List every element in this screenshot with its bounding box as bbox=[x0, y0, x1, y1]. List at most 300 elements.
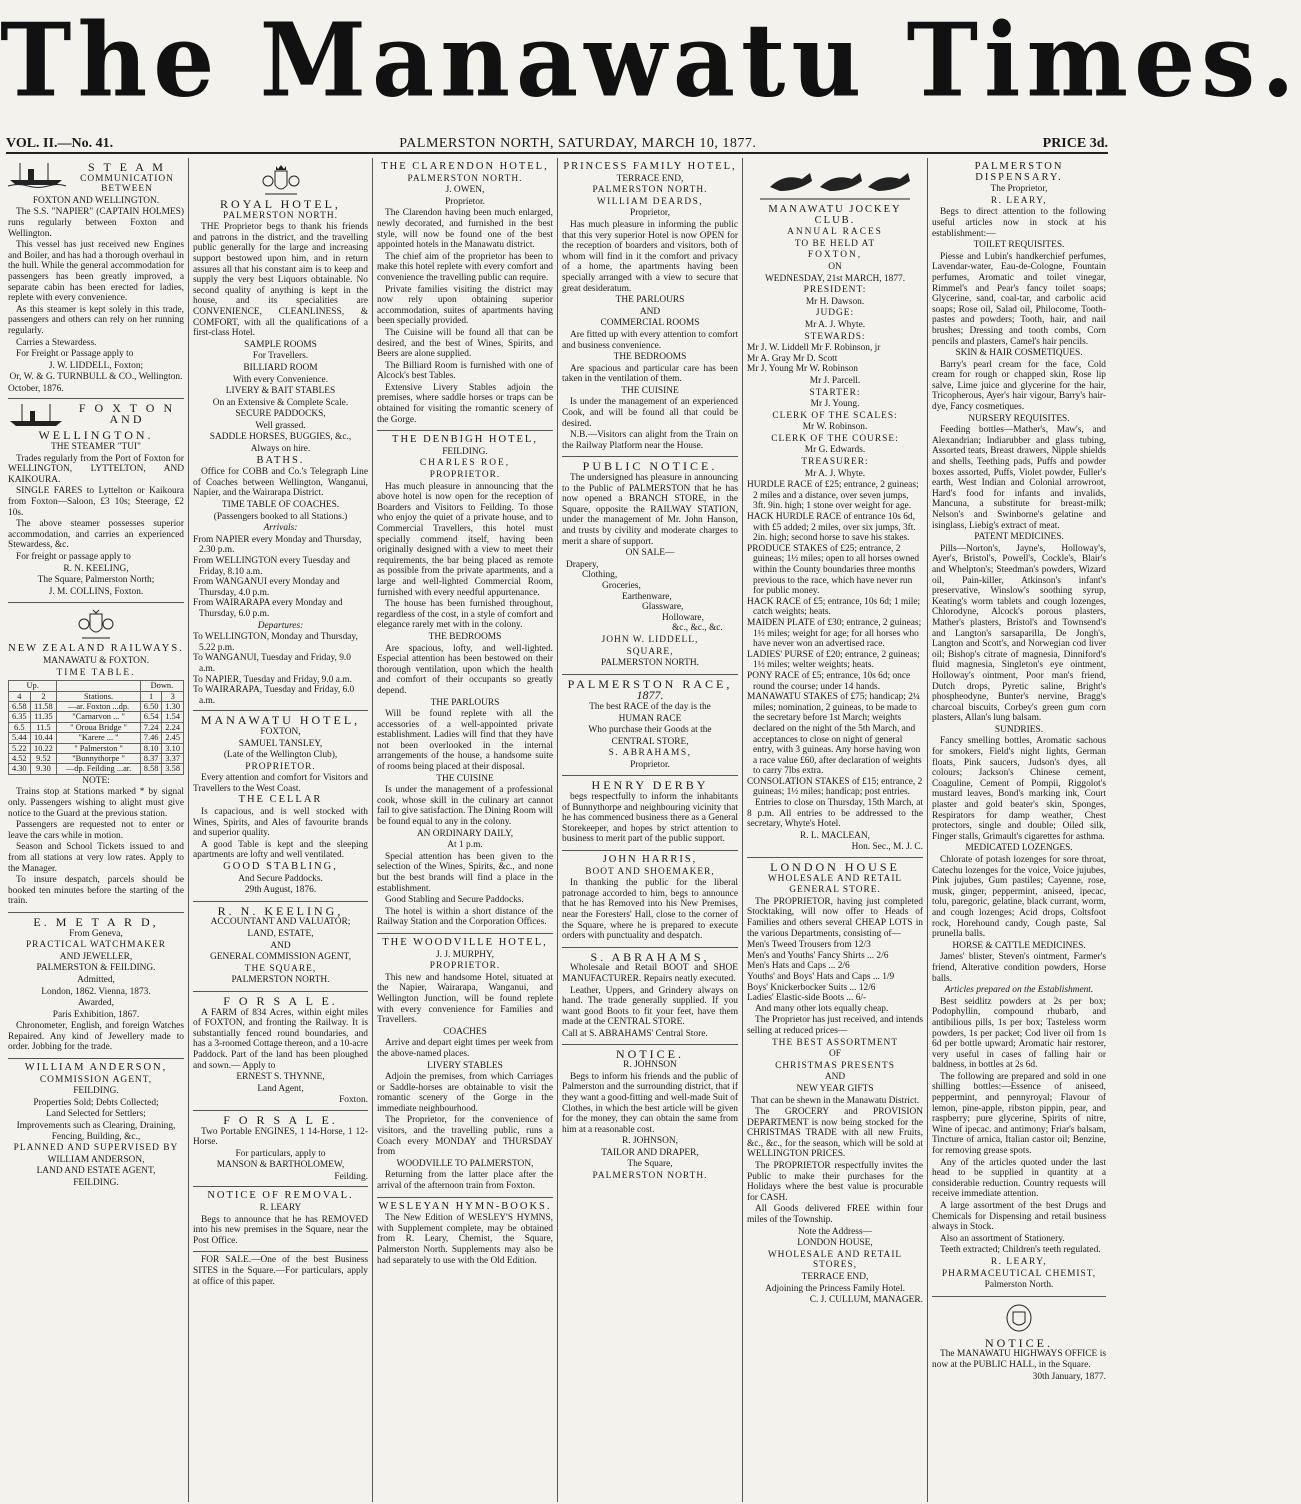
jc-course: CLERK OF THE COURSE: bbox=[771, 433, 899, 444]
sundries-p: Fancy smelling bottles, Aromatic sachous for smokers, Field's night lights, German floats, Pink saucers, Judson's dyes, all colours; Jackson's Chinese cement, Coaguline, Cement of Pompii, Riggolot's mustard leaves, Bond's marking ink, Court plaster and gold beater's skin, Sponges, Respirators for damp weather, Chest protectors, single and double; Oiled silk, Finger stalls, Grimault's cigarettes for asthma. bbox=[932, 736, 1106, 842]
column-4 bbox=[558, 158, 743, 1502]
table-row: 6.5 11.5 " Oroua Bridge " 7.24 2.24 bbox=[9, 722, 184, 732]
notice-p: The MANAWATU HIGHWAYS OFFICE is now at the PUBLIC HALL, in the Square. bbox=[932, 1349, 1106, 1370]
lh-addr: Note the Address— bbox=[798, 1226, 872, 1237]
list-item: PONY RACE of £5; entrance, 10s 6d; once round the course; under 14 hands. bbox=[747, 670, 911, 692]
list-item: Ladies' Elastic-side Boots ... 6/- bbox=[747, 993, 867, 1004]
pn-sq: SQUARE, bbox=[626, 646, 674, 657]
royal-title: ROYAL HOTEL, bbox=[220, 197, 341, 211]
pd-sig: R. LEARY, bbox=[990, 1256, 1048, 1267]
pr-cuis: THE CUISINE bbox=[621, 385, 679, 396]
rail-h: Stations. bbox=[57, 691, 141, 701]
keeling-name: R. N. KEELING, bbox=[217, 903, 344, 918]
pr-cuis-p: Is under the management of an experienced Cook, and will be found all that could be desired. bbox=[562, 397, 738, 429]
list-item: Groceries, bbox=[602, 580, 641, 591]
royal-l2b: With every Convenience. bbox=[232, 374, 329, 385]
lh-p2: The Proprietor has just received, and intends selling at reduced prices— bbox=[747, 1015, 923, 1036]
lh-xmas: CHRISTMAS PRESENTS bbox=[775, 1060, 895, 1071]
skin-heading: SKIN & HAIR COSMETIQUES. bbox=[955, 348, 1083, 359]
removal-p: Begs to announce that he has REMOVED into his new premises in the Square, near the Post Office. bbox=[193, 1214, 368, 1246]
list-item: From WELLINGTON every Tuesday and Friday, 8.10 a.m. bbox=[193, 556, 350, 577]
lozenges-heading: MEDICATED LOZENGES. bbox=[965, 843, 1073, 854]
clar-place: PALMERSTON NORTH. bbox=[407, 173, 523, 184]
den-prop: PROPRIETOR. bbox=[429, 470, 501, 481]
hymn-p: The New Edition of WESLEY'S HYMNS, with Supplement complete, may be obtained from R. Leary, Chemist, the Square, Palmerston North. Supplements may also be had separately to use with the Old Edition. bbox=[377, 1213, 553, 1266]
rail-timetable-title: TIME TABLE. bbox=[56, 667, 136, 678]
pr-nb: N.B.—Visitors can alight from the Train on the Railway Platform near the House. bbox=[562, 430, 738, 451]
list-item: From NAPIER every Monday and Thursday, 2.30 p.m. bbox=[193, 534, 362, 556]
column-3 bbox=[373, 158, 558, 1502]
estab-p5: Also an assortment of Stationery. bbox=[940, 1233, 1065, 1244]
den-name: CHARLES ROE, bbox=[419, 458, 511, 469]
list-item: From WAIRARAPA every Monday and Thursday, 6.0 p.m. bbox=[193, 598, 343, 619]
den-p2: The house has been furnished throughout, regardless of the cost, in a style of comfort and elegance rarely met with in the colony. bbox=[377, 599, 553, 631]
abr-title: S. ABRAHAMS, bbox=[590, 949, 710, 964]
lh-p3: That can be shewn in the Manawatu District. bbox=[750, 1095, 920, 1106]
lh-addr4: TERRACE END, bbox=[801, 1272, 869, 1282]
jc-pres-n: Mr H. Dawson. bbox=[805, 296, 865, 307]
abrahams-advert bbox=[562, 948, 738, 1045]
pr-p1: Has much pleasure in informing the public that this very superior Hotel is now OPEN for the reception of boarders and visitors, both of whom will find in it the comfort and privacy of a home, the apartments having been specially arranged with a view to secure that great desideratum. bbox=[562, 219, 738, 294]
jc-scales-n: Mr W. Robinson. bbox=[802, 422, 868, 433]
metard-advert bbox=[8, 913, 184, 1059]
metard-a1: Admitted, bbox=[77, 974, 115, 985]
keeling-t3: AND bbox=[270, 940, 291, 951]
list-item: HACK RACE of £5; entrance, 10s 6d; 1 mile; catch weights; heats. bbox=[747, 596, 921, 618]
list-item: CONSOLATION STAKES of £15; entrance, 2 guineas; 1½ miles; handicap; post entries. bbox=[747, 776, 923, 798]
rail-down: Down. bbox=[140, 681, 183, 691]
jc-entries: Entries to close on Thursday, 15th March, at 8 p.m. All entries to be addressed to the secretary, Whyte's Hotel. bbox=[747, 798, 923, 830]
jc-stew: STEWARDS: bbox=[804, 331, 866, 342]
columns bbox=[4, 158, 1110, 1502]
pd-sig3: Palmerston North. bbox=[984, 1280, 1054, 1291]
london-house-advert bbox=[747, 858, 923, 1310]
manawatu-hotel-advert bbox=[193, 711, 368, 902]
metard-a3: Awarded, bbox=[78, 998, 114, 1009]
anderson-l7: FEILDING. bbox=[73, 1178, 119, 1188]
table-row: 4.52 9.52 "Bunnythorpe " 8.37 3.37 bbox=[9, 754, 184, 764]
rail-note-heading: NOTE: bbox=[82, 775, 110, 786]
lh-p6: All Goods delivered FREE within four miles of the Township. bbox=[747, 1204, 923, 1226]
rail-note4: To insure despatch, parcels should be booked ten minutes before the starting of the train. bbox=[8, 875, 184, 907]
list-item: Mr J. Young Mr W. Robinson bbox=[747, 364, 858, 375]
coach-tt: TIME TABLE OF COACHES. bbox=[221, 500, 340, 511]
royal-l2: BILLIARD ROOM bbox=[243, 362, 318, 373]
departures-heading: Departures: bbox=[257, 620, 304, 631]
race-p2: HUMAN RACE bbox=[618, 713, 682, 724]
tui-agent2: The Square, Palmerston North; bbox=[37, 575, 155, 586]
rail-h: 4 bbox=[9, 691, 31, 701]
derby-advert bbox=[562, 776, 738, 851]
not-sig3: The Square, bbox=[627, 1159, 673, 1170]
royal-crest-icon bbox=[261, 163, 301, 197]
keeling-t4: GENERAL COMMISSION AGENT, bbox=[210, 952, 351, 963]
steamship-icon bbox=[8, 161, 66, 187]
lh-sub2: GENERAL STORE. bbox=[789, 885, 881, 896]
anderson-name: WILLIAM ANDERSON, bbox=[24, 1062, 168, 1074]
pr-name: WILLIAM DEARDS, bbox=[596, 196, 704, 207]
royal-p1: THE Proprietor begs to thank his friends and patrons in the district, and the travelling public generally for the large and increasing support bestowed upon him, and in return assures all that his constant aim is to keep and supply the very best Liquors obtainable. No second quality of anything is kept in the house, and its specialities are CONVENIENCE, CLEANLINESS, & COMFORT, with all the qualifications of a first-class Hotel. bbox=[193, 222, 368, 339]
mh-place: FOXTON, bbox=[260, 726, 301, 737]
table-row: 4.30 9.30 —dp. Feilding ...ar. 8.58 3.58 bbox=[9, 764, 184, 774]
price: PRICE 3d. bbox=[1042, 136, 1108, 151]
lh-addr5: Adjoining the Princess Family Hotel. bbox=[765, 1283, 905, 1294]
lh-ny: NEW YEAR GIFTS bbox=[796, 1083, 874, 1094]
cellar-p: Is capacious, and is well stocked with Wines, Spirits, and Ales of favourite brands and superior quality. bbox=[193, 807, 368, 839]
clar-p6: Extensive Livery Stables adjoin the premises, where saddle horses or traps can be obtained for visiting the romantic scenery of the Gorge. bbox=[377, 382, 553, 425]
harris-sub: BOOT AND SHOEMAKER, bbox=[585, 866, 715, 877]
anderson-l1: Properties Sold; Debts Collected; bbox=[33, 1097, 159, 1108]
pd-sig2: PHARMACEUTICAL CHEMIST, bbox=[941, 1268, 1097, 1279]
steam-p4: Carries a Stewardess. bbox=[16, 337, 97, 348]
jc-sig: R. L. MACLEAN, bbox=[799, 830, 871, 841]
site-sale-advert bbox=[193, 1252, 368, 1292]
den-cuis-p: Is under the management of a professional cook, whose skill in the culinary art cannot fail to give satisfaction. The Dining Room will be found equal to any in the colony. bbox=[377, 785, 553, 828]
cellar-heading: THE CELLAR bbox=[238, 794, 323, 806]
steam-sub: COMMUNICATION BETWEEN bbox=[80, 173, 174, 195]
steamship-icon bbox=[8, 402, 66, 428]
lh-p1: The PROPRIETOR, having just completed Stocktaking, will now offer to Heads of Families and others several CHEAP LOTS in the various Departments, consisting of— bbox=[747, 896, 923, 939]
arrivals-heading: Arrivals: bbox=[263, 523, 298, 534]
sale1-p: A FARM of 834 Acres, within eight miles of FOXTON, and fronting the Railway. It is substantially fenced round boundaries, and has a 3-roomed Cottage thereon, and a 10-acre Paddock. Part of the land has been ploughed and sown.— Apply to bbox=[193, 1007, 368, 1071]
pd-title: PALMERSTON DISPENSARY. bbox=[974, 161, 1064, 183]
steam-p5: For Freight or Passage apply to bbox=[16, 349, 134, 360]
tui-p3: The above steamer possesses superior accommodation, and carries an experienced Stewardess, &c. bbox=[8, 519, 184, 551]
clar-p4: The Cuisine will be found all that can be desired, and the best of Wines, Spirits, and Beers are alone supplied. bbox=[377, 327, 553, 360]
removal-advert bbox=[193, 1187, 368, 1252]
pr-and: AND bbox=[639, 306, 661, 317]
metard-t3: PALMERSTON & FEILDING. bbox=[36, 963, 156, 974]
toilet-heading: TOILET REQUISITES. bbox=[973, 240, 1065, 251]
sale1-title: F O R S A L E. bbox=[223, 993, 338, 1008]
list-item: Mr J. Parcell. bbox=[809, 375, 861, 386]
royal-l4: SECURE PADDOCKS, bbox=[235, 409, 326, 420]
list-item: &c., &c., &c. bbox=[672, 623, 723, 634]
anderson-l3: Improvements such as Clearing, Draining, Fencing, Building, &c., bbox=[16, 1121, 176, 1142]
jc-starter: STARTER: bbox=[809, 387, 861, 398]
harris-advert bbox=[562, 851, 738, 948]
race-p3: Who purchase their Goods at the bbox=[588, 725, 712, 736]
woodville-advert bbox=[377, 934, 553, 1198]
royal-l1: SAMPLE ROOMS bbox=[244, 339, 317, 350]
mh-p1: Every attention and comfort for Visitors and Travellers to the West Coast. bbox=[193, 773, 368, 794]
clarendon-advert bbox=[377, 158, 553, 431]
sale1-agent3: Foxton. bbox=[339, 1095, 368, 1106]
table-row: 6.58 11.58 —ar. Foxton ...dp. 6.50 1.30 bbox=[9, 701, 184, 711]
pd-p: Begs to direct attention to the following useful articles now in stock at his establishment:— bbox=[932, 207, 1106, 239]
notice-title: NOTICE. bbox=[985, 1335, 1053, 1350]
removal-name: R. LEARY bbox=[259, 1203, 302, 1214]
list-item: Men's Tweed Trousers from 12/3 bbox=[747, 940, 871, 951]
anderson-l5: WILLIAM ANDERSON, bbox=[47, 1154, 145, 1165]
list-item: Mr A. Gray Mr D. Scott bbox=[747, 353, 838, 364]
coach-p: Office for COBB and Co.'s Telegraph Line of Coaches between Wellington, Wanganui, Napier, and the Wairarapa District. bbox=[193, 467, 368, 499]
wood-prop: PROPRIETOR. bbox=[429, 961, 501, 972]
list-item: From WANGANUI every Monday and Thursday, 4.0 p.m. bbox=[193, 577, 340, 598]
list-item: Youths' and Boys' Hats and Caps ... 1/9 bbox=[747, 971, 895, 982]
keeling-t2: LAND, ESTATE, bbox=[247, 929, 314, 939]
lh-addr2: LONDON HOUSE, bbox=[797, 1238, 873, 1249]
hymn-advert bbox=[377, 1198, 553, 1272]
list-item: Glassware, bbox=[642, 602, 684, 613]
rail-note3: Season and School Tickets issued to and from all stations at very low rates. Apply to the Manager. bbox=[8, 842, 184, 874]
pn-p: The undersigned has pleasure in announcing to the Public of PALMERSTON that he has now opened a BRANCH STORE, in the Square, opposite the RAILWAY STATION, under the management of Mr. John Hanson, and trusts by civility and moderate charges to merit a share of support. bbox=[562, 473, 738, 547]
sale2-p: Two Portable ENGINES, 1 14-Horse, 1 12-Horse. bbox=[193, 1126, 368, 1148]
den-cuis: THE CUISINE bbox=[436, 773, 494, 784]
table-row: 6.35 11.35 "Carnarvon ... " 6.54 1.54 bbox=[9, 712, 184, 722]
railway-advert bbox=[8, 603, 184, 913]
list-item: To NAPIER, Tuesday and Friday, 9.0 a.m. bbox=[193, 674, 352, 685]
rail-h: 2 bbox=[30, 691, 57, 701]
estab-p: Best seidlitz powders at 2s per box; Podophyllin, compound rhubarb, and antibilious pills, 1s per box; Tasteless worm powders, 1s per packet; Cod liver oil from 1s 6d per bottle upward; Aromatic hair restorer, very useful in cases of falling hair or baldness, in bottles at 2s 6d. bbox=[932, 996, 1106, 1071]
mh-date: 29th August, 1876. bbox=[244, 885, 317, 896]
den-ord: AN ORDINARY DAILY, bbox=[416, 828, 514, 839]
steam-title: S T E A M bbox=[88, 160, 166, 174]
not-sig: R. JOHNSON, bbox=[622, 1136, 678, 1147]
wood-name: J. J. MURPHY, bbox=[436, 949, 494, 960]
list-item: To WAIRARAPA, Tuesday and Friday, 6.0 a.m. bbox=[193, 685, 355, 706]
list-item: HURDLE RACE of £25; entrance, 2 guineas; 2 miles and a distance, over seven jumps, 3ft. 9in. high; 1 stone over weight for age. bbox=[747, 480, 919, 512]
race-p1: The best RACE of the day is the bbox=[589, 701, 711, 712]
volume-number: VOL. II.—No. 41. bbox=[6, 136, 114, 151]
anderson-l4: PLANNED AND SUPERVISED BY bbox=[13, 1143, 179, 1154]
skin-p: Barry's pearl cream for the face, Cold cream for rough or chapped skin, Rose lip salve, Lime juice and glycerine for the hair, Tricopherous, Ayer's hair vigour, Barry's hair-dye, Fancy cosmetiques. bbox=[932, 359, 1106, 413]
wood-p3: Returning from the latter place after the arrival of the afternoon train from Foxton. bbox=[377, 1170, 553, 1192]
den-bed: THE BEDROOMS bbox=[428, 631, 502, 642]
jc-title: MANAWATU JOCKEY CLUB. bbox=[768, 204, 902, 226]
list-item: Holloware, bbox=[662, 612, 704, 623]
den-title: THE DENBIGH HOTEL, bbox=[392, 434, 538, 446]
steam-advert bbox=[8, 158, 184, 399]
pn-sale: ON SALE— bbox=[625, 548, 675, 559]
pr-place: PALMERSTON NORTH. bbox=[592, 185, 708, 196]
royal-l4b: Well grassed. bbox=[255, 420, 306, 431]
removal-title: NOTICE OF REMOVAL. bbox=[207, 1190, 354, 1202]
estab-p2: The following are prepared and sold in one shilling bottles:—Essence of aniseed, peppermint, and pennyroyal; Flavour of lemon, pine-apple, ribston pippin, pear, and raspberry; pure glycerine, Spirits of nitre, Wine of ipecac. and antimony; Friar's balsam, Tincture of arnica, Italian castor oil; Benzine, for removing grease spots. bbox=[932, 1071, 1106, 1157]
clar-prop: Proprietor. bbox=[445, 196, 485, 207]
teeth-p: Teeth extracted; Children's teeth regulated. bbox=[940, 1245, 1101, 1256]
list-item: To WELLINGTON, Monday and Thursday, 5.22 p.m. bbox=[193, 632, 358, 653]
patent-p: Pills—Norton's, Jayne's, Holloway's, Ayer's, Bristol's, Powell's, Cockle's, Blair's and Whelpton's; Steedman's powders, Wizard oil, Pain-killer, Atkinson's infant's preservative, Winslow's soothing syrup, Keating's worm tablets and cough lozenges, Chlorodyne, Alcock's porous plasters, Mather's plasters, Bristol's and Townsend's and Langton's sarsaparilla, De Jongh's, Langton and Scott's, and Norwegian cod liver oil; Bishop's citrate of magnesia, Dinniford's fluid magnesia, Singleton's eye ointment, Holloway's ointment, Poor man's friend, Dutch drops, Pyretic saline, Bright's phospheodyne, Bunter's nervine, Bragg's charcoal biscuits, Corbey's green gum corn plasters, Allan's lung balsam. bbox=[932, 543, 1106, 724]
steam-agent2: Or, W. & G. TURNBULL & CO., Wellington. bbox=[9, 372, 183, 383]
table-row: 5.22 10.22 " Palmerston " 8.10 3.10 bbox=[9, 743, 184, 753]
sale1-agent2: Land Agent, bbox=[257, 1083, 304, 1094]
rail-timetable bbox=[8, 680, 184, 775]
list-item: HACK HURDLE RACE of entrance 10s 6d, with £5 added; 2 miles, over six jumps, 3ft. 2in. high; second horse to save his stakes. bbox=[747, 512, 916, 544]
race-prop: Proprietor. bbox=[630, 759, 670, 770]
pr-sub: TERRACE END, bbox=[616, 173, 684, 184]
nursery-p: Feeding bottles—Mather's, Maw's, and Alexandrian; Indiarubber and glass tubing, Assorted teats, Breast drawers, Nipple shields and shells, Teething pads, Puffs and powder boxes assorted, Puffs, Violet powder, Fuller's earth, West Indian and Colonial arrowroot, Hard's food for infants and invalids, Mancuna, a substitute for breast-milk; Nelson's and Swinborne's gelatine and isinglass, Liebig's extract of meat. bbox=[932, 425, 1106, 531]
jc-place: FOXTON, bbox=[807, 250, 863, 261]
list-item: MAIDEN PLATE of £30; entrance, 2 guineas; 1½ miles; weight for age; for all horses who have never won an advertised race. bbox=[747, 617, 922, 650]
pd-prop: The Proprietor, bbox=[990, 184, 1048, 195]
horse-heading: HORSE & CATTLE MEDICINES. bbox=[952, 940, 1086, 951]
rail-up: Up. bbox=[9, 681, 57, 691]
keeling-t5: THE SQUARE, bbox=[244, 963, 317, 974]
sale2-title: F O R S A L E. bbox=[223, 1112, 338, 1127]
wood-route: WOODVILLE TO PALMERSTON, bbox=[396, 1158, 534, 1169]
list-item: Drapery, bbox=[566, 559, 599, 570]
den-ord2: At 1 p.m. bbox=[447, 840, 483, 851]
tui-p4: For freight or passage apply to bbox=[16, 552, 131, 562]
royal-l5b: Always on hire. bbox=[250, 444, 311, 455]
jc-scales: CLERK OF THE SCALES: bbox=[772, 410, 898, 421]
list-item: Clothing, bbox=[582, 570, 618, 581]
clar-p3: Private families visiting the district may now rely upon obtaining superior accommodation, suites of apartments having been specially provided. bbox=[377, 284, 553, 327]
harris-p: In thanking the public for the liberal patronage accorded to him, begs to announce that he has Removed into his New Premises, near the Foresters' Hall, close to the corner of the Square, where he is prepared to execute orders with punctuality and despatch. bbox=[562, 878, 738, 942]
lozenges-p: Chlorate of potash lozenges for sore throat, Catechu lozenges for the voice, Voice jujubes, Pink jujubes, Gum pastiles; Cayenne, rose, musk, ginger, peppermint, aniseed, ipecac, tolu, paregoric, gelatine, black currant, worm, and cough lozenges; Acid drops, Coltsfoot rock, Horehound candy, Cough paste, Sal prunella balls. bbox=[932, 855, 1106, 940]
metard-t1: PRACTICAL WATCHMAKER bbox=[25, 940, 167, 951]
jockey-club-advert bbox=[747, 158, 923, 858]
anderson-t1: COMMISSION AGENT, bbox=[39, 1074, 153, 1085]
public-notice-advert bbox=[562, 457, 738, 674]
column-1 bbox=[4, 158, 189, 1502]
tui-head: THE STEAMER "TUI" bbox=[51, 442, 141, 453]
sale2-p2: For particulars, apply to bbox=[235, 1148, 326, 1159]
coach-tt2: (Passengers booked to all Stations.) bbox=[213, 511, 348, 522]
lh-p4: The GROCERY and PROVISION DEPARTMENT is now being stocked for the CHRISTMAS TRADE with all new Fruits, &c., &c., for the season, which will be sold at WELLINGTON PRICES. bbox=[747, 1107, 923, 1160]
sale3-p: FOR SALE.—One of the best Business SITES in the Square.—For particulars, apply at office of this paper. bbox=[193, 1255, 368, 1287]
metard-name: E. M E T A R D, bbox=[33, 914, 159, 929]
metard-p: Chronometer, English, and foreign Watches Repaired. Any kind of Jewellery made to order. Jobbing for the trade. bbox=[8, 1021, 184, 1053]
dispensary-advert bbox=[932, 158, 1106, 1297]
wood-title: THE WOODVILLE HOTEL, bbox=[382, 936, 548, 948]
jc-course-n: Mr G. Edwards. bbox=[804, 445, 866, 456]
list-item: Mr J. W. Liddell Mr F. Robinson, jr bbox=[747, 343, 881, 354]
den-p3: Special attention has been given to the selection of the Wines, Spirits, &c., and none but the best brands will find a place in the establishment. bbox=[377, 851, 553, 894]
toilet-p: Piesse and Lubin's handkerchief perfumes, Lavendar-water, Eau-de-Cologne, Fountain perfumes, Aromatic and toilet vinegar, Rimmel's and Pear's fancy toilet soaps; Glycerine, sand, coal-tar, and carbolic acid soaps; Rose oil, Salad oil, Philocome, Tooth-pastes and powders; Tooth, hair, and nail brushes; Dressing and tooth combs, Corn pencils and plasters, Camel's hair pencils. bbox=[932, 251, 1106, 347]
estab-p4: A large assortment of the best Drugs and Chemicals for Dispensing and retail business always in Stock. bbox=[932, 1201, 1106, 1233]
lh-sig: C. J. CULLUM, MANAGER. bbox=[809, 1295, 923, 1306]
rail-sub: MANAWATU & FOXTON. bbox=[42, 655, 150, 666]
stabling2: And Secure Paddocks. bbox=[238, 873, 323, 884]
jc-pres: PRESIDENT: bbox=[803, 285, 867, 296]
not-p: Begs to inform his friends and the public of Palmerston and the surrounding district, that if they want a good-fitting and well-made Suit of Clothes, in which the best article will be given for the money, they can obtain the same from him at a reasonable cost. bbox=[562, 1071, 738, 1135]
wood-liv: LIVERY STABLES bbox=[427, 1060, 503, 1071]
horse-p: James' blister, Steven's ointment, Farmer's friend, Alterative condition powders, Horse balls. bbox=[932, 952, 1106, 984]
metard-a4: Paris Exhibition, 1867. bbox=[52, 1009, 140, 1020]
pr-parl: THE PARLOURS bbox=[615, 295, 685, 306]
mh-name: SAMUEL TANSLEY, bbox=[238, 738, 323, 749]
lh-addr3: WHOLESALE AND RETAIL STORES, bbox=[767, 1249, 903, 1271]
column-6 bbox=[928, 158, 1110, 1502]
steam-date: October, 1876. bbox=[8, 383, 64, 394]
sundries-heading: SUNDRIES. bbox=[994, 724, 1044, 735]
den-p5: The hotel is within a short distance of the Railway Station and the Corporation Offices. bbox=[377, 906, 553, 928]
not-name: R. JOHNSON bbox=[623, 1060, 677, 1071]
race-year: 1877. bbox=[636, 688, 664, 703]
not-sig4: PALMERSTON NORTH. bbox=[592, 1171, 708, 1182]
baths-heading: BATHS. bbox=[256, 454, 305, 466]
not-title: NOTICE. bbox=[616, 1046, 684, 1061]
rail-note2: Passengers are requested not to enter or leave the cars while in motion. bbox=[8, 820, 184, 841]
tui-p1: Trades regularly from the Port of Foxton for WELLINGTON, LYTTELTON, AND KAIKOURA. bbox=[8, 453, 184, 485]
den-parl: THE PARLOURS bbox=[430, 697, 500, 708]
mh-title: MANAWATU HOTEL, bbox=[200, 713, 361, 728]
jc-sub: ANNUAL RACES bbox=[787, 227, 883, 238]
pn-name: JOHN W. LIDDELL, bbox=[601, 634, 699, 645]
lh-more: And many other lots equally cheap. bbox=[755, 1003, 889, 1014]
column-5 bbox=[743, 158, 928, 1502]
wood-p2: The Proprietor, for the convenience of visitors, and the travelling public, runs a Coach every MONDAY and THURSDAY from bbox=[377, 1115, 553, 1158]
metard-t2: AND JEWELLER, bbox=[59, 951, 133, 962]
list-item: MANAWATU STAKES of £75; handicap; 2¼ miles; nomination, 2 guineas, to be made to the secretary before 1st March; weights declared on the night of the 5th March, and acceptances to close on night of general entry, with 3 guineas. Any horse having won a race value £60, after declaration of weights to carry 7lbs extra. bbox=[747, 692, 922, 777]
pn-place: PALMERSTON NORTH. bbox=[601, 658, 699, 669]
pr-comm-p: Are fitted up with every attention to comfort and business convenience. bbox=[562, 329, 738, 351]
denbigh-advert bbox=[377, 431, 553, 934]
sale1-agent: ERNEST S. THYNNE, bbox=[236, 1072, 325, 1083]
den-p4: Good Stabling and Secure Paddocks. bbox=[385, 895, 524, 906]
jc-sig2: Hon. Sec., M. J. C. bbox=[851, 842, 923, 853]
royal-l3: LIVERY & BAIT STABLES bbox=[225, 386, 336, 397]
wood-liv-p: Adjoin the premises, from which Carriages or Saddle-horses are obtainable to visit the romantic scenery of the Gorge in the immediate neighbourhood. bbox=[377, 1072, 553, 1114]
lh-title: LONDON HOUSE bbox=[770, 860, 900, 875]
clar-p1: The Clarendon having been much enlarged, newly decorated, and furnished in the best style, will now be found one of the best appointed hotels in the Manawatu district. bbox=[377, 208, 553, 251]
den-place: FEILDING. bbox=[442, 446, 488, 457]
sale2-agent2: Feilding. bbox=[334, 1171, 368, 1182]
clar-p5: The Billiard Room is furnished with one of Alcock's best Tables. bbox=[377, 360, 553, 382]
metard-a2: London, 1862. Vienna, 1873. bbox=[41, 986, 151, 997]
abr-call: Call at S. ABRAHAMS' Central Store. bbox=[562, 1028, 708, 1039]
anderson-advert bbox=[8, 1059, 184, 1194]
clar-p2: The chief aim of the proprietor has been to make this hotel replete with every comfort and convenience the travelling public can require. bbox=[377, 251, 553, 283]
lh-sub: WHOLESALE AND RETAIL bbox=[767, 873, 903, 884]
jc-judge: JUDGE: bbox=[815, 308, 855, 319]
race-title: PALMERSTON RACE, bbox=[567, 676, 733, 691]
estab-p3: Any of the articles quoted under the last head to be supplied in quantity at a considerable reduction. Country requests will receive immediate attention. bbox=[932, 1157, 1106, 1200]
pr-bed: THE BEDROOMS bbox=[613, 352, 687, 363]
jc-starter-n: Mr J. Young. bbox=[810, 399, 860, 410]
wood-coach-p: Arrive and depart eight times per week from the above-named places. bbox=[377, 1038, 553, 1059]
den-p1: Has much pleasure in announcing that the above hotel is now open for the reception of Boarders and Visitors to Feilding. To those who enjoy the quiet of a private house, and to Commercial Travellers, this hotel must specially commend itself, having been originally designed with a view to meet their requirements, the bar being placed as remote as possible from the private apartments, and a large and well-lighted Commercial Room, furnished with every needful appurtenance. bbox=[377, 481, 553, 598]
rail-h: 3 bbox=[162, 691, 184, 701]
masthead-title: The Manawatu Times. bbox=[0, 1, 1301, 120]
list-item: LADIES' PURSE of £20; entrance, 2 guineas; 1½ miles; welter weights; heats. bbox=[747, 649, 920, 671]
harris-title: JOHN HARRIS, bbox=[602, 854, 698, 866]
steam-agent1: J. W. LIDDELL, Foxton; bbox=[48, 360, 144, 371]
hymn-title: WESLEYAN HYMN-BOOKS. bbox=[378, 1200, 552, 1212]
abr-p: Leather, Uppers, and Grindery always on hand. The trade generally supplied. If you want good Boots to fit your feet, have them made at the CENTRAL STORE. bbox=[562, 985, 738, 1028]
not-sig2: TAILOR AND DRAPER, bbox=[601, 1147, 699, 1158]
coat-of-arms-icon bbox=[76, 608, 116, 642]
royal-l1b: For Travellers. bbox=[252, 351, 309, 362]
steam-route: FOXTON AND WELLINGTON. bbox=[32, 195, 160, 206]
pd-name: R. LEARY, bbox=[990, 195, 1048, 206]
patent-heading: PATENT MEDICINES. bbox=[974, 532, 1064, 543]
dateline bbox=[6, 132, 1108, 154]
mh-prop: PROPRIETOR. bbox=[245, 761, 316, 772]
race-p4: CENTRAL STORE, bbox=[611, 736, 689, 747]
pr-bed-p: Are spacious and particular care has been taken in the ventilation of them. bbox=[562, 363, 738, 385]
mh-late: (Late of the Wellington Club), bbox=[223, 750, 338, 761]
list-item: Earthenware, bbox=[622, 591, 672, 602]
race-name: S. ABRAHAMS, bbox=[608, 748, 692, 759]
steam-p3: As this steamer is kept solely in this trade, passengers and others can rely on her running regularly. bbox=[8, 304, 184, 336]
list-item: Men's and Youths' Fancy Shirts ... 2/6 bbox=[747, 950, 889, 961]
jc-date: WEDNESDAY, 21st MARCH, 1877. bbox=[764, 273, 906, 284]
masthead bbox=[0, 0, 1301, 126]
rail-h: 1 bbox=[140, 691, 162, 701]
rail-title: NEW ZEALAND RAILWAYS. bbox=[8, 643, 184, 655]
keeling-t6: PALMERSTON NORTH. bbox=[231, 975, 330, 986]
place-date: PALMERSTON NORTH, SATURDAY, MARCH 10, 1877. bbox=[399, 136, 757, 151]
tui-p2: SINGLE FARES to Lyttelton or Kaikoura from Foxton—Saloon, £3 10s; Steerage, £2 10s. bbox=[8, 486, 184, 518]
list-item: Boys' Knickerbocker Suits ... 12/6 bbox=[747, 982, 876, 993]
keeling-t1: ACCOUNTANT AND VALUATOR; bbox=[210, 917, 351, 928]
metard-from: From Geneva, bbox=[69, 928, 123, 939]
list-item: PRODUCE STAKES of £25; entrance, 2 guineas; 1½ miles; open to all horses owned within the County boundaries three months previous to the race, which have never run for public money. bbox=[747, 543, 920, 597]
sale2-agent: MANSON & BARTHOLOMEW, bbox=[216, 1160, 345, 1171]
